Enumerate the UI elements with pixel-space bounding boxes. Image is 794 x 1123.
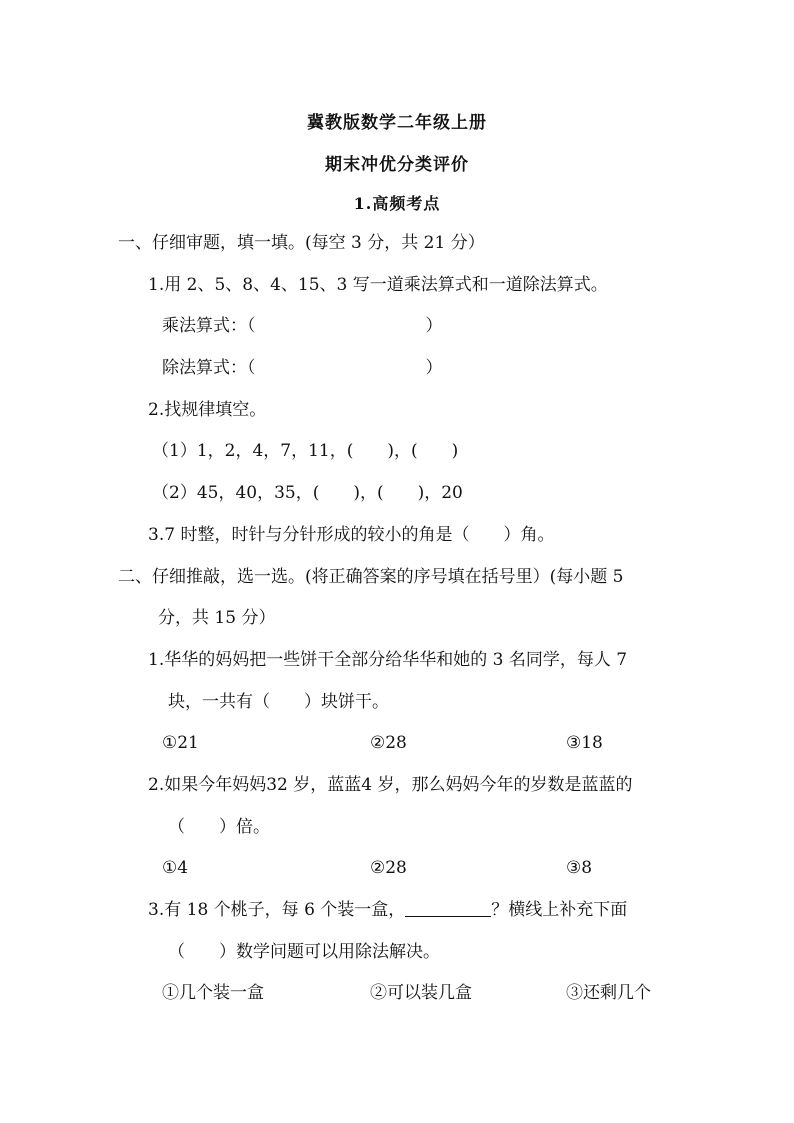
s2-q2-option-1: ①4	[162, 858, 189, 878]
s1-q1-mul: 乘法算式：（ ）	[162, 316, 443, 336]
s1-q3-text: 3.7 时整，时针与分针形成的较小的角是（ ）角。	[148, 525, 555, 545]
s1-q1-div: 除法算式：（ ）	[162, 358, 443, 378]
s1-q2-a: （1）1，2，4，7，11，( )，( )	[152, 441, 459, 461]
s2-q3-l1-post: ？横线上补充下面	[491, 900, 628, 920]
s1-q2-b: （2）45，40，35，( )，( )，20	[152, 483, 463, 503]
s2-q2-l2: （ ）倍。	[168, 817, 270, 837]
s2-q1-l1: 1.华华的妈妈把一些饼干全部分给华华和她的 3 名同学，每人 7	[148, 650, 628, 670]
section2-heading-l2: 分，共 15 分）	[158, 608, 276, 628]
s1-q2-text: 2.找规律填空。	[148, 400, 267, 420]
s2-q3-l2: （ ）数学问题可以用除法解决。	[168, 942, 440, 962]
s2-q1-option-2: ②28	[370, 733, 407, 753]
s2-q2-option-3: ③8	[566, 858, 593, 878]
doc-title: 冀教版数学二年级上册	[307, 113, 487, 133]
s2-q2-l1: 2.如果今年妈妈32 岁，蓝蓝4 岁，那么妈妈今年的岁数是蓝蓝的	[148, 775, 633, 795]
s2-q2-option-2: ②28	[370, 858, 407, 878]
doc-subtitle: 期末冲优分类评价	[325, 155, 469, 175]
answer-blank-line	[405, 899, 491, 917]
s2-q1-option-3: ③18	[566, 733, 603, 753]
s2-q3-option-3: ③还剩几个	[566, 983, 651, 1003]
section1-heading: 一、仔细审题，填一填。(每空 3 分，共 21 分）	[118, 233, 485, 253]
section2-heading-l1: 二、仔细推敲，选一选。(将正确答案的序号填在括号里）(每小题 5	[118, 567, 624, 587]
s2-q3-option-2: ②可以装几盒	[370, 983, 472, 1003]
s2-q3-option-1: ①几个装一盒	[162, 983, 264, 1003]
s2-q1-option-1: ①21	[162, 733, 199, 753]
s1-q1-text: 1.用 2、5、8、4、15、3 写一道乘法算式和一道除法算式。	[148, 275, 608, 295]
s2-q3-l1	[148, 898, 627, 922]
s2-q3-l1-pre: 3.有 18 个桃子，每 6 个装一盒，	[148, 900, 406, 920]
doc-section-title: 1.高频考点	[353, 194, 441, 213]
s2-q1-l2: 块，一共有（ ）块饼干。	[168, 692, 389, 712]
